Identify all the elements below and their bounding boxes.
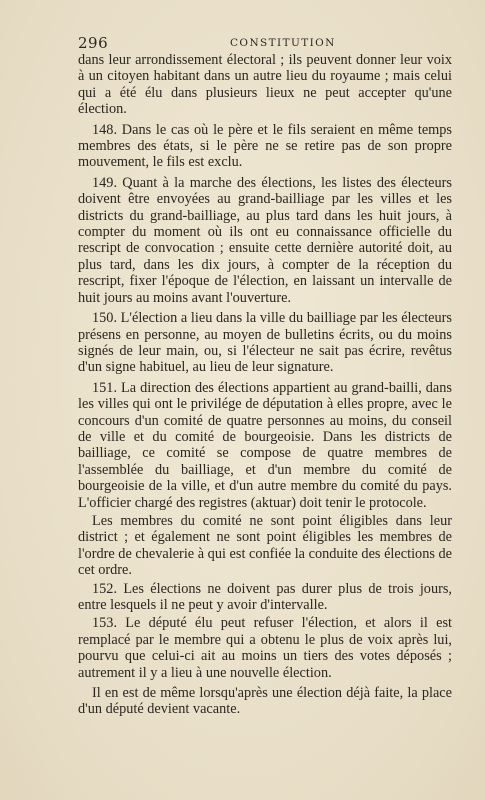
article-151: 151. La direction des élections appartient au grand-bailli, dans les villes qui ont le privilége de députation à elles propre, avec le concours d'un comité de quatre personnes au moins, du conseil de ville et du comité de bourgeoisie. Dans les districts de bailliage, ce comité se compose de quatre membres de l'assemblée du bailliage, et d'un membre du comité de bourgeoisie de la ville, et d'un autre membre du comité du pays. L'officier chargé des registres (aktuar) doit tenir le protocole. bbox=[78, 379, 452, 511]
article-153-continued: Il en est de même lorsqu'après une élection déjà faite, la place d'un député devient vacante. bbox=[78, 685, 452, 718]
article-152: 152. Les élections ne doivent pas durer plus de trois jours, entre lesquels il ne peut y avoir d'intervalle. bbox=[78, 580, 452, 613]
page-header bbox=[78, 34, 353, 52]
article-153: 153. Le député élu peut refuser l'élection, et alors il est remplacé par le membre qui a obtenu le plus de voix après lui, pourvu que celui-ci ait au moins un tiers des votes déposés ; autrement il y a lieu à une nouvelle élection. bbox=[78, 615, 452, 681]
article-151-continued: Les membres du comité ne sont point éligibles dans leur district ; et également ne sont point éligibles les membres de l'ordre de chevalerie à qui est confiée la conduite des élections de cet ordre. bbox=[78, 512, 452, 579]
paragraph-continuation: dans leur arrondissement électoral ; ils peuvent donner leur voix à un citoyen habitant dans un autre lieu du royaume ; mais celui qui a été élu dans plusieurs lieux ne peut accepter qu'une élection. bbox=[78, 52, 452, 118]
article-150: 150. L'élection a lieu dans la ville du bailliage par les électeurs présens en personne, au moyen de bulletins écrits, ou du moins signés de leur main, ou, si l'électeur ne sait pas écrire, revêtus d'un signe habituel, au lieu de leur signature. bbox=[78, 310, 452, 376]
article-148: 148. Dans le cas où le père et le fils seraient en même temps membres des états, si le père ne se retire pas de son propre mouvement, le fils est exclu. bbox=[78, 121, 452, 171]
page-body bbox=[78, 52, 452, 720]
page-number: 296 bbox=[78, 34, 109, 52]
running-title: CONSTITUTION bbox=[230, 37, 336, 49]
article-149: 149. Quant à la marche des élections, les listes des électeurs doivent être envoyées au grand-bailliage par les villes et les districts du grand-bailliage, au plus tard dans les huit jours, à compter du moment où ils ont eu connaissance officielle du rescript de convocation ; ensuite cette dernière autorité doit, au plus tard, dans les dix jours, à compter de la réception du rescript, fixer l'époque de l'élection, en laissant un intervalle de huit jours au moins avant l'ouverture. bbox=[78, 174, 452, 306]
